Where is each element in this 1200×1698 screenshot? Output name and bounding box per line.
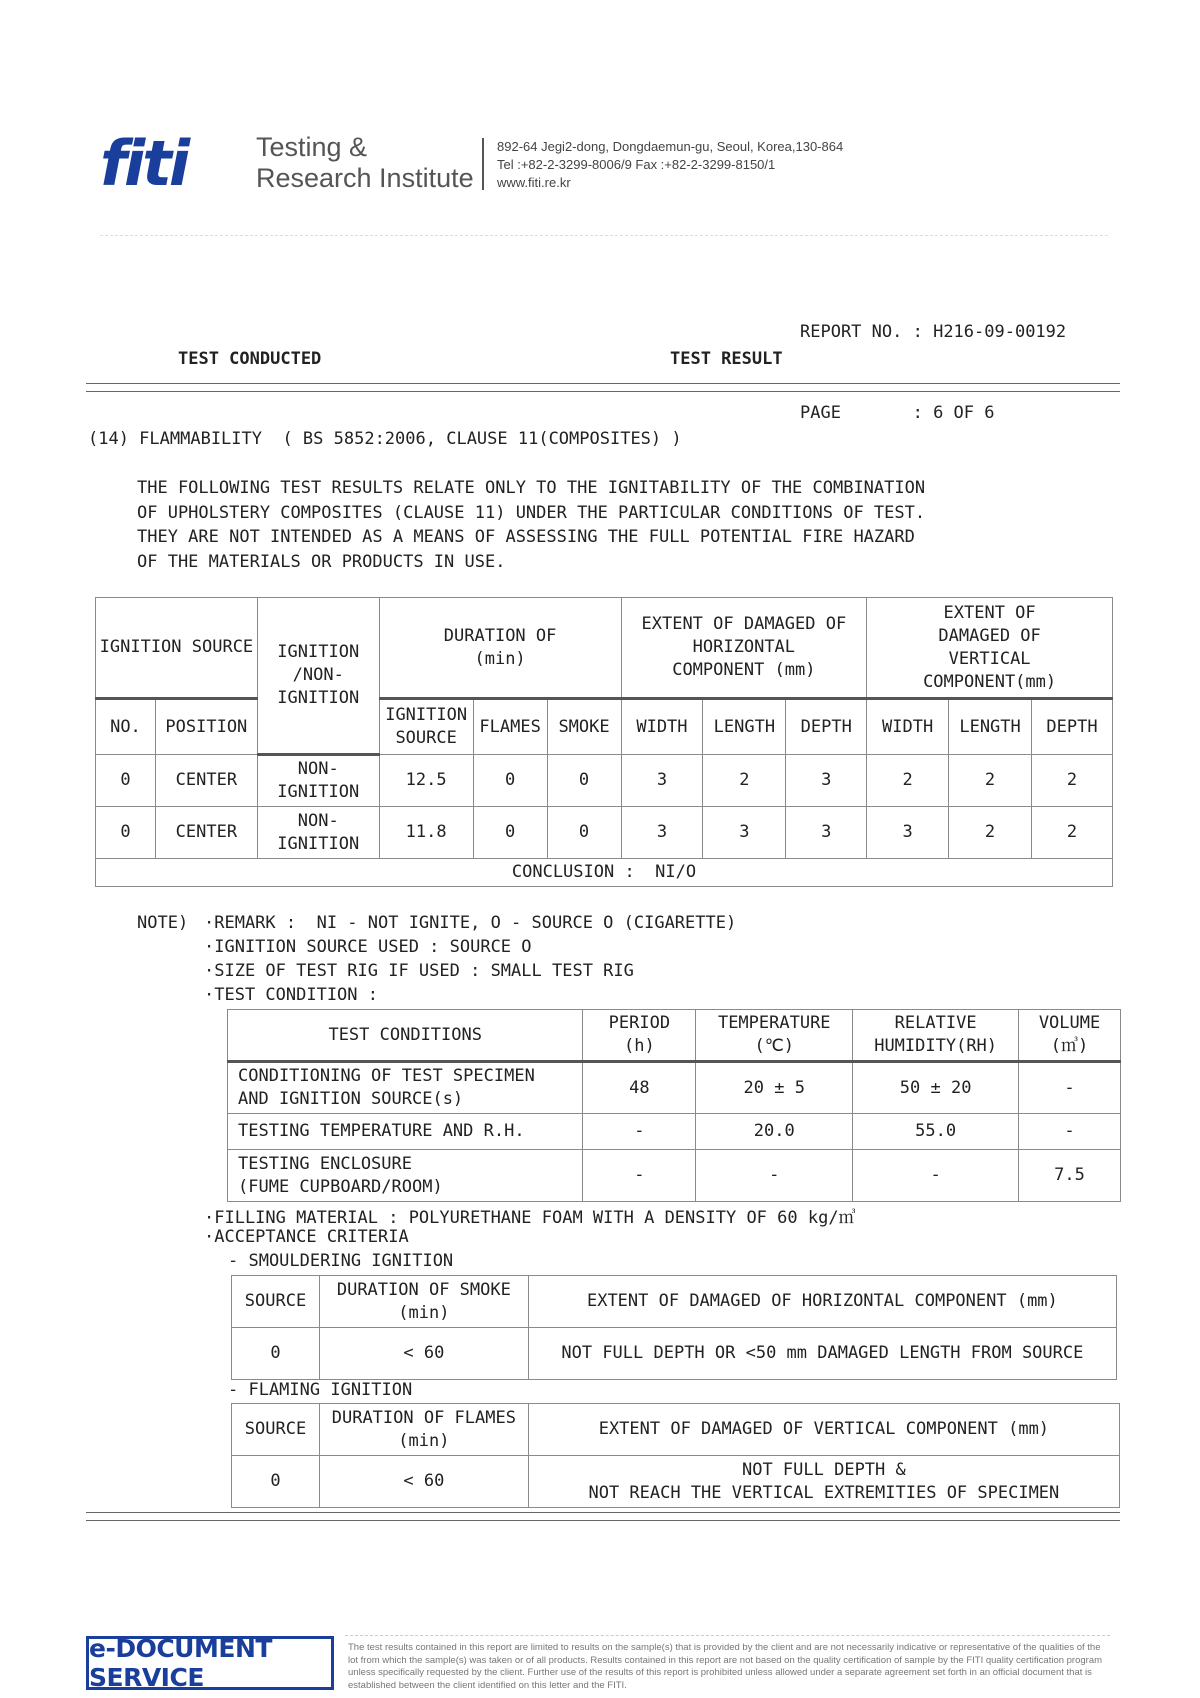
cell-v-width: 2: [867, 755, 949, 807]
header-ignition-non-ignition: IGNITION /NON- IGNITION: [257, 598, 379, 755]
cell-flames: 0: [473, 807, 547, 859]
header-smoke: SMOKE: [547, 699, 621, 755]
table-row: [228, 1114, 1121, 1150]
intro-line: OF UPHOLSTERY COMPOSITES (CLAUSE 11) UNDER THE PARTICULAR CONDITIONS OF TEST.: [137, 502, 926, 523]
column-test-conducted: TEST CONDUCTED: [178, 349, 322, 369]
logo-wordmark: fiti: [100, 133, 188, 193]
note-filling-material: ·FILLING MATERIAL : POLYURETHANE FOAM WITH A DENSITY OF 60 kg/㎥: [204, 1208, 856, 1228]
cell-h-depth: 3: [786, 807, 867, 859]
cell-ignition: NON- IGNITION: [257, 755, 379, 807]
cell-humidity: 55.0: [853, 1114, 1019, 1150]
cell-smoke: 0: [547, 755, 621, 807]
cell-ignition: NON- IGNITION: [257, 807, 379, 859]
cell-position: CENTER: [155, 807, 257, 859]
header-h-length: LENGTH: [703, 699, 786, 755]
header-horizontal-extent: EXTENT OF DAMAGED OF HORIZONTAL COMPONENT (mm): [621, 598, 867, 699]
cell-period: 48: [583, 1062, 696, 1114]
cell-volume: -: [1019, 1114, 1121, 1150]
conclusion: CONCLUSION : NI/O: [96, 859, 1113, 887]
cell-extent: NOT FULL DEPTH OR <50 mm DAMAGED LENGTH FROM SOURCE: [528, 1328, 1116, 1380]
disclaimer-text: The test results contained in this report are limited to results on the sample(s) that is provided by the client and are not necessarily indicative or representative of the qualities of the lot from which the sample(s) was taken or of all products. Results contained in this report are not based on the quality certification of sample by the FITI quality certification program unless specifically requested by the client. Further use of the results of this report is prohibited unless allowed under a separate agreement set forth in an official document that is established between the client identified on this letter and the FITI.: [348, 1642, 1103, 1691]
cell-humidity: 50 ± 20: [853, 1062, 1019, 1114]
website: www.fiti.re.kr: [497, 175, 571, 190]
header-humidity: RELATIVE HUMIDITY(RH): [853, 1010, 1019, 1062]
cell-duration: < 60: [319, 1456, 528, 1508]
header-ignition-source: IGNITION SOURCE: [96, 598, 258, 699]
note-test-condition: ·TEST CONDITION :: [204, 985, 378, 1005]
header-temperature: TEMPERATURE (℃): [696, 1010, 853, 1062]
cell-ignition-source: 12.5: [379, 755, 473, 807]
cell-period: -: [583, 1114, 696, 1150]
note-ignition-source-used: ·IGNITION SOURCE USED : SOURCE O: [204, 937, 532, 957]
header-period: PERIOD (h): [583, 1010, 696, 1062]
cell-source: 0: [232, 1456, 320, 1508]
cell-v-width: 3: [867, 807, 949, 859]
intro-line: OF THE MATERIALS OR PRODUCTS IN USE.: [137, 551, 506, 572]
cell-humidity: -: [853, 1150, 1019, 1202]
note-test-rig: ·SIZE OF TEST RIG IF USED : SMALL TEST RIG: [204, 961, 634, 981]
header-vertical-extent: EXTENT OF DAMAGED OF VERTICAL COMPONENT(mm): [867, 598, 1113, 699]
separator-top: [86, 383, 1120, 392]
test-conditions-table: [227, 1009, 1121, 1202]
cell-condition-label: TESTING TEMPERATURE AND R.H.: [228, 1114, 583, 1150]
note-label: NOTE): [137, 913, 189, 933]
cell-h-length: 3: [703, 807, 786, 859]
cell-condition-label: TESTING ENCLOSURE (FUME CUPBOARD/ROOM): [228, 1150, 583, 1202]
cell-temperature: 20.0: [696, 1114, 853, 1150]
institute-name: [256, 132, 474, 194]
institute-line2: Research Institute: [256, 163, 474, 193]
cell-no: 0: [96, 755, 156, 807]
header-ignition-source-duration: IGNITION SOURCE: [379, 699, 473, 755]
note-acceptance-criteria: ·ACCEPTANCE CRITERIA: [204, 1227, 409, 1247]
cell-temperature: -: [696, 1150, 853, 1202]
cell-no: 0: [96, 807, 156, 859]
flaming-ignition-label: - FLAMING IGNITION: [228, 1380, 413, 1400]
address-block: [497, 138, 843, 192]
cell-h-length: 2: [703, 755, 786, 807]
header-v-length: LENGTH: [949, 699, 1032, 755]
table-row: [228, 1062, 1121, 1114]
header-volume: VOLUME (㎥): [1019, 1010, 1121, 1062]
report-no-label: REPORT NO. :: [800, 322, 923, 342]
header-duration: DURATION OF (min): [379, 598, 621, 699]
flammability-results-table: [95, 597, 1113, 887]
table-row: [96, 755, 1113, 807]
smouldering-criteria-table: [231, 1275, 1117, 1380]
header-source: SOURCE: [232, 1404, 320, 1456]
address-line1: 892-64 Jegi2-dong, Dongdaemun-gu, Seoul, Korea,130-864: [497, 139, 844, 154]
cell-h-width: 3: [621, 755, 703, 807]
cell-volume: 7.5: [1019, 1150, 1121, 1202]
page-number: 6 OF 6: [933, 403, 995, 423]
header-divider: [482, 138, 484, 190]
flaming-criteria-table: [231, 1403, 1120, 1508]
institute-line1: Testing &: [256, 132, 368, 162]
section-title: (14) FLAMMABILITY ( BS 5852:2006, CLAUSE 11(COMPOSITES) ): [88, 429, 682, 449]
report-info: [800, 265, 1066, 454]
cell-h-width: 3: [621, 807, 703, 859]
cell-position: CENTER: [155, 755, 257, 807]
cell-ignition-source: 11.8: [379, 807, 473, 859]
cell-smoke: 0: [547, 807, 621, 859]
cell-flames: 0: [473, 755, 547, 807]
header-horizontal-extent: EXTENT OF DAMAGED OF HORIZONTAL COMPONENT (mm): [528, 1276, 1116, 1328]
intro-line: THE FOLLOWING TEST RESULTS RELATE ONLY TO THE IGNITABILITY OF THE COMBINATION: [137, 478, 926, 498]
cell-v-depth: 2: [1032, 807, 1113, 859]
report-no: H216-09-00192: [933, 322, 1067, 342]
cell-temperature: 20 ± 5: [696, 1062, 853, 1114]
table-row: [96, 807, 1113, 859]
address-line2: Tel :+82-2-3299-8006/9 Fax :+82-2-3299-8150/1: [497, 157, 776, 172]
cell-extent: NOT FULL DEPTH & NOT REACH THE VERTICAL EXTREMITIES OF SPECIMEN: [528, 1456, 1119, 1508]
page-label: PAGE :: [800, 403, 923, 423]
cell-period: -: [583, 1150, 696, 1202]
table-row: [232, 1456, 1120, 1508]
header-duration-smoke: DURATION OF SMOKE (min): [319, 1276, 528, 1328]
header-vertical-extent: EXTENT OF DAMAGED OF VERTICAL COMPONENT (mm): [528, 1404, 1119, 1456]
header-h-width: WIDTH: [621, 699, 703, 755]
cell-v-length: 2: [949, 755, 1032, 807]
header-v-depth: DEPTH: [1032, 699, 1113, 755]
e-document-service-badge: e-DOCUMENT SERVICE: [86, 1636, 334, 1690]
note-remark: ·REMARK : NI - NOT IGNITE, O - SOURCE O (CIGARETTE): [204, 913, 737, 933]
header-duration-flames: DURATION OF FLAMES (min): [319, 1404, 528, 1456]
header-position: POSITION: [155, 699, 257, 755]
header-test-conditions: TEST CONDITIONS: [228, 1010, 583, 1062]
header-no: NO.: [96, 699, 156, 755]
footer-separator: [345, 1635, 1110, 1636]
header-v-width: WIDTH: [867, 699, 949, 755]
cell-source: 0: [232, 1328, 320, 1380]
header-flames: FLAMES: [473, 699, 547, 755]
header-separator: [100, 235, 1108, 236]
cell-v-depth: 2: [1032, 755, 1113, 807]
table-row: [228, 1150, 1121, 1202]
header-h-depth: DEPTH: [786, 699, 867, 755]
smouldering-ignition-label: - SMOULDERING IGNITION: [228, 1251, 454, 1271]
header-source: SOURCE: [232, 1276, 320, 1328]
cell-h-depth: 3: [786, 755, 867, 807]
cell-volume: -: [1019, 1062, 1121, 1114]
section-intro: [137, 476, 925, 574]
cell-v-length: 2: [949, 807, 1032, 859]
cell-duration: < 60: [319, 1328, 528, 1380]
intro-line: THEY ARE NOT INTENDED AS A MEANS OF ASSESSING THE FULL POTENTIAL FIRE HAZARD: [137, 527, 915, 547]
table-row: [232, 1328, 1117, 1380]
column-test-result: TEST RESULT: [670, 349, 783, 369]
separator-bottom: [86, 1512, 1120, 1521]
cell-condition-label: CONDITIONING OF TEST SPECIMEN AND IGNITION SOURCE(s): [228, 1062, 583, 1114]
fiti-logo: [100, 133, 248, 193]
